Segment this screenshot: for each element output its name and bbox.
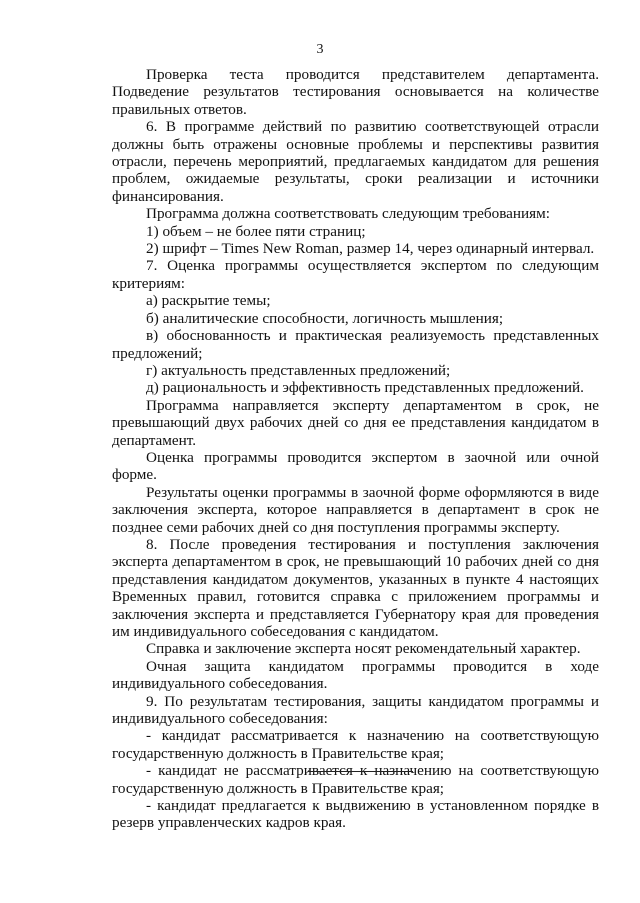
paragraph-in-person-defense: Очная защита кандидатом программы проводится в ходе индивидуального собеседования.: [112, 657, 599, 693]
paragraph-program-requirements: Программа должна соответствовать следующим требованиям:: [146, 205, 550, 223]
requirement-font: 2) шрифт – Times New Roman, размер 14, через одинарный интервал.: [146, 240, 595, 258]
criterion-b: б) аналитические способности, логичность мышления;: [146, 309, 504, 327]
paragraph-evaluation-form: Оценка программы проводится экспертом в заочной или очной форме.: [112, 448, 599, 484]
criterion-a: а) раскрытие темы;: [146, 292, 271, 310]
page-number: 3: [316, 42, 324, 57]
paragraph-evaluation-results: Результаты оценки программы в заочной форме оформляются в виде заключения эксперта, которое направляется в департамент в срок не позднее семи рабочих дней со дня поступления программы эксперту.: [112, 483, 599, 536]
requirement-volume: 1) объем – не более пяти страниц;: [146, 222, 366, 240]
criterion-g: г) актуальность представленных предложений;: [146, 361, 451, 379]
paragraph-test-check: Проверка теста проводится представителем департамента. Подведение результатов тестирования основывается на количестве правильных ответов.: [112, 66, 599, 118]
paragraph-advisory: Справка и заключение эксперта носят рекомендательный характер.: [146, 640, 581, 658]
end-separator-line: [308, 771, 413, 772]
criterion-d: д) рациональность и эффективность представленных предложений.: [146, 379, 584, 397]
paragraph-program-sent: Программа направляется эксперту департаментом в срок, не превышающий двух рабочих дней со дня ее представления кандидатом в департамент.: [112, 396, 599, 449]
paragraph-item-7: 7. Оценка программы осуществляется экспертом по следующим критериям:: [112, 257, 599, 292]
outcome-considered: - кандидат рассматривается к назначению на соответствующую государственную должность в Правительстве края;: [112, 727, 599, 762]
document-body: [112, 66, 599, 832]
outcome-reserve: - кандидат предлагается к выдвижению в установленном порядке в резерв управленческих кадров края.: [112, 797, 599, 832]
criterion-v: в) обоснованность и практическая реализуемость представленных предложений;: [112, 327, 599, 362]
paragraph-item-9: 9. По результатам тестирования, защиты кандидатом программы и индивидуального собеседования:: [112, 692, 599, 728]
outcome-not-considered: - кандидат не рассматривается к назначению на соответствующую государственную должность в Правительстве края;: [112, 762, 599, 797]
paragraph-item-6: 6. В программе действий по развитию соответствующей отрасли должны быть отражены основные проблемы и перспективы развития отрасли, перечень мероприятий, предлагаемых кандидатом для решения проблем, ожидаемые результаты, сроки реализации и источники финансирования.: [112, 118, 599, 205]
paragraph-item-8: 8. После проведения тестирования и поступления заключения эксперта департаментом в срок, не превышающий 10 рабочих дней со дня представления кандидатом документов, указанных в пункте 4 настоящих Временных правил, готовится справка с приложением программы и заключения эксперта и представляется Губернатору края для проведения им индивидуального собеседования с кандидатом.: [112, 535, 599, 640]
